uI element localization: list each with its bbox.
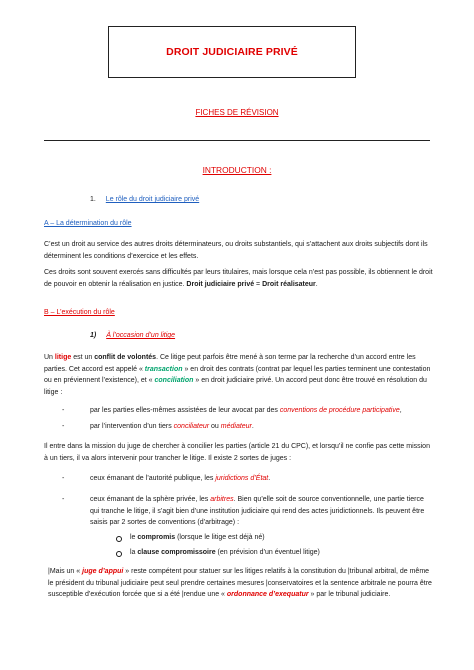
bullet-dash: -	[62, 423, 65, 430]
circle1-text: (lorsque le litige est déjà né)	[175, 534, 265, 541]
bullet3-text: ceux émanant de l’autorité publique, les	[90, 475, 216, 482]
bullet1-text: par les parties elles-mêmes assistées de leur avocat par des	[90, 407, 280, 414]
document-title: DROIT JUDICIAIRE PRIVÉ	[166, 46, 298, 58]
circle-item-clause	[130, 547, 434, 559]
section-a-paragraph-2	[44, 267, 434, 290]
p1-text: » en droit des contrats (contrat par lequel les parties terminent une contestation ou en préviennent l’existence), et «	[44, 365, 431, 385]
final-text: » reste compétent pour statuer sur les litiges relatifs à la constitution du |tribunal arbitral, de même le président du tribunal judiciaire peut seul prendre certaines mesures |conservatoires et la sentence arbitrale ne pourra être susceptible d’exécution forcée que si a été |rendue une «	[48, 568, 432, 599]
droit-judiciaire-prive-term: Droit judiciaire privé	[186, 280, 255, 288]
bullet1-comma: ,	[399, 407, 402, 414]
circle2-text: (en prévision d’un éventuel litige)	[215, 549, 320, 556]
subsection-1-title: À l’occasion d’un litige	[106, 332, 176, 339]
horizontal-rule	[44, 140, 430, 141]
bullet2-text: par l’intervention d’un tiers	[90, 423, 174, 430]
p1-text: Un	[44, 354, 55, 361]
conciliation-term: conciliation	[154, 377, 194, 385]
bullet-tiers	[90, 421, 434, 433]
bullet-participative	[90, 405, 434, 417]
circle-bullet-icon	[116, 536, 122, 542]
p1-text: est un	[71, 354, 95, 361]
p1-text: . Ce litige peut parfois être mené à son terme par la recherche d’un accord entre les parties. Cet accord est appelé «	[44, 354, 416, 373]
circle-item-compromis	[130, 532, 434, 544]
bullet-arbitres	[90, 494, 434, 529]
compromis-term: compromis	[137, 534, 176, 541]
arbitres-term: arbitres	[210, 496, 234, 503]
circle1-text: le	[130, 534, 138, 541]
final-text: |Mais un «	[48, 568, 83, 575]
section-a-paragraph-1: C’est un droit au service des autres droits déterminateurs, ou droits substantiels, qui s’attachent aux droits subjectifs dont ils déterminent les conditions d’exercice et les effets.	[44, 241, 428, 260]
section-b-paragraph-2: Il entre dans la mission du juge de chercher à concilier les parties (article 21 du CPC), et lorsqu’il ne confie pas cette mission à un tiers, il va alors intervenir pour trancher le litige. Il existe 2 sortes de juges :	[44, 443, 430, 462]
section-b-heading: B – L’exécution du rôle	[44, 309, 115, 316]
title-box	[108, 26, 356, 78]
section-1-number: 1.	[90, 196, 96, 203]
bullet-dash: -	[62, 475, 65, 482]
final-text: » par le tribunal judiciaire.	[308, 591, 391, 599]
bullet-dash: -	[62, 496, 65, 503]
p1-text: » en droit judiciaire privé. Un accord peut donc être trouvé en résolution du litige :	[44, 377, 427, 397]
introduction-heading: INTRODUCTION :	[202, 165, 272, 175]
circle-bullet-icon	[116, 551, 122, 557]
ordonnance-exequatur-term: ordonnance d’exequatur	[226, 591, 309, 599]
transaction-term: transaction	[144, 365, 183, 373]
bullet4-text: . Bien qu’elle soit de source conventionnelle, une partie tierce qui tranche le litige, il s’agit bien d’une institution judiciaire qui rend des actes juridictionnels. Ils peuvent être saisis par 2 sortes de conventions (d’arbitrage) :	[90, 496, 425, 527]
section-b-paragraph-1	[44, 352, 434, 399]
section-1-heading	[90, 194, 474, 206]
bullet4-text: ceux émanant de la sphère privée, les	[90, 496, 211, 503]
bullet2-text: ou	[209, 423, 221, 430]
conflit-term: conflit de volontés	[94, 354, 157, 361]
bullet-juridictions	[90, 473, 434, 485]
conciliateur-term: conciliateur	[173, 423, 210, 430]
bullet3-period: .	[268, 475, 271, 482]
bullet-dash: -	[62, 407, 65, 414]
litige-term: litige	[54, 354, 72, 361]
subsection-1-number: 1)	[90, 332, 97, 339]
conventions-term: conventions de procédure participative	[279, 407, 400, 414]
final-paragraph	[48, 566, 436, 601]
section-1-title: Le rôle du droit judiciaire privé	[105, 196, 200, 203]
document-subtitle: FICHES DE RÉVISION	[195, 108, 279, 117]
clause-compromissoire-term: clause compromissoire	[137, 549, 216, 556]
equals-sign: =	[254, 280, 263, 288]
juridictions-term: juridictions d’État	[215, 475, 269, 482]
section-a-heading: A – La détermination du rôle	[44, 220, 132, 227]
mediateur-term: médiateur	[220, 423, 252, 430]
bullet2-period: .	[251, 423, 254, 430]
juge-appui-term: juge d’appui	[82, 568, 124, 575]
period: .	[315, 280, 318, 288]
droit-realisateur-term: Droit réalisateur	[262, 280, 316, 288]
subsection-1-heading	[90, 330, 474, 342]
circle2-text: la	[130, 549, 138, 556]
para2-text: Ces droits sont souvent exercés sans difficultés par leurs titulaires, mais lorsque cela n’est pas possible, ils obtiennent le droit de pouvoir en obtenir la réalisation en justice.	[44, 269, 433, 288]
